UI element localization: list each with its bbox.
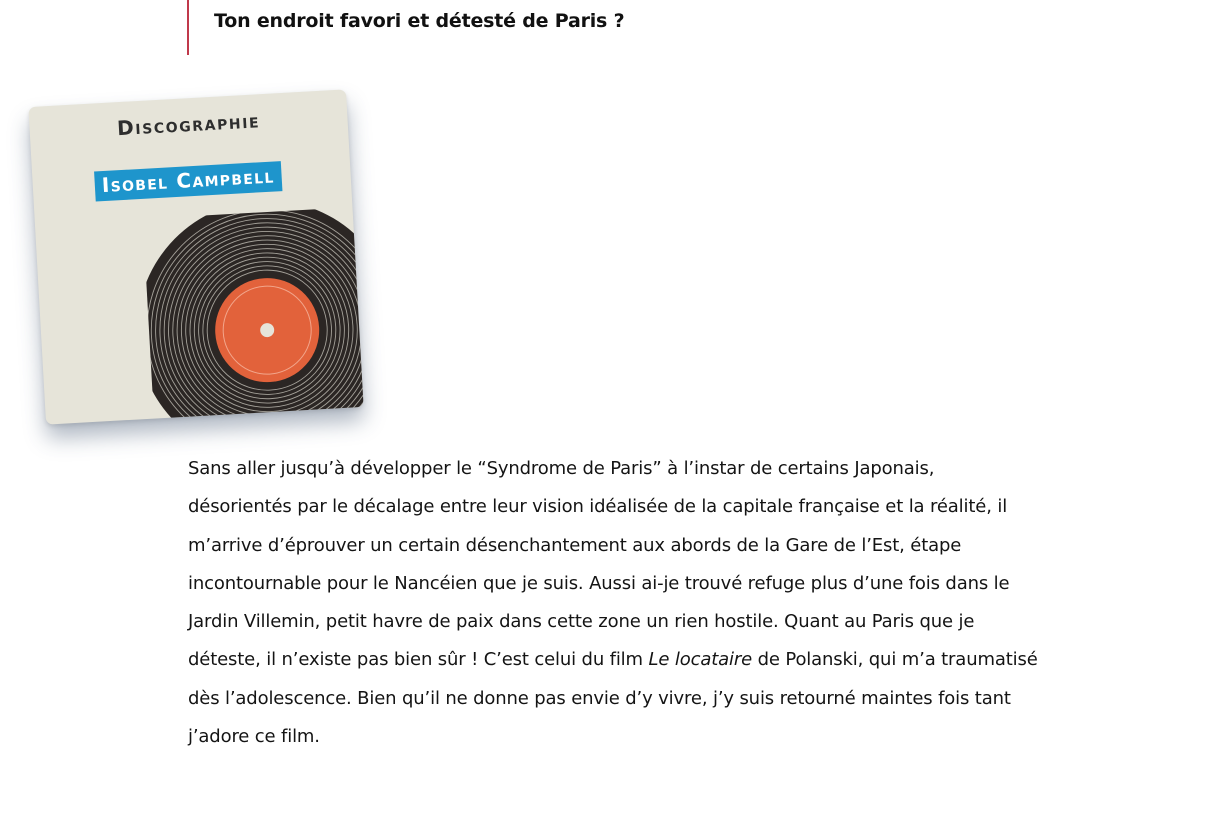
article-text-part2: de Polanski, qui m’a traumatisé dès l’adolescence. Bien qu’il ne donne pas envie d’y vivre, j’y suis retourné maintes fois tant j’adore ce film. (188, 649, 1038, 748)
interview-question: Ton endroit favori et détesté de Paris ? (214, 10, 625, 32)
article-paragraph (188, 450, 1038, 756)
vinyl-record-icon (143, 206, 364, 425)
card-title: Discographie (116, 108, 261, 141)
discography-card[interactable] (28, 89, 363, 424)
film-title: Le locataire (648, 649, 753, 671)
artist-badge: Isobel Campbell (94, 161, 282, 201)
quote-accent-bar (187, 0, 189, 55)
article-text-part1: Sans aller jusqu’à développer le “Syndrome de Paris” à l’instar de certains Japonais, désorientés par le décalage entre leur vision idéalisée de la capitale française et la réalité, il m’arrive d’éprouver un certain désenchantement aux abords de la Gare de l’Est, étape incontournable pour le Nancéien que je suis. Aussi ai-je trouvé refuge plus d’une fois dans le Jardin Villemin, petit havre de paix dans cette zone un rien hostile. Quant au Paris que je déteste, il n’existe pas bien sûr ! C’est celui du film (188, 458, 1010, 671)
